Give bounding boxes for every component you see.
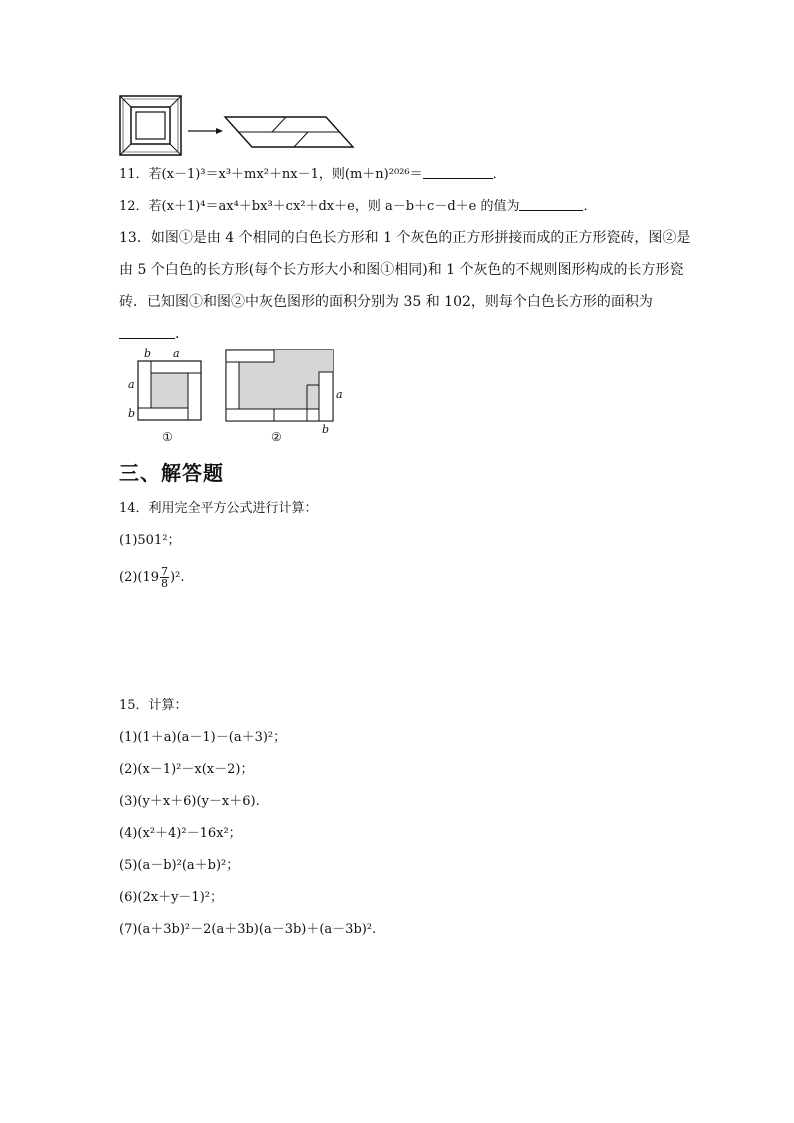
question-12-text: 若(x＋1)⁴＝ax⁴＋bx³＋cx²＋dx＋e，则 a－b＋c－d＋e 的值为 xyxy=(148,199,520,214)
question-13-line-3: 砖．已知图①和图②中灰色图形的面积分别为 35 和 102，则每个白色长方形的面积为 xyxy=(119,294,653,310)
question-14-title: 14．利用完全平方公式进行计算： xyxy=(119,501,318,516)
question-12-end: ． xyxy=(583,199,597,214)
answer-blank[interactable] xyxy=(519,198,583,211)
question-15-item: (6)(2x＋y－1)²； xyxy=(119,890,223,905)
figure-1-caption: ① xyxy=(162,430,173,444)
question-13-line-4 xyxy=(119,326,189,342)
figure-1-label-b-left: b xyxy=(128,407,136,420)
question-12 xyxy=(119,198,596,215)
question-12-number: 12． xyxy=(119,199,149,214)
question-11-text: 若(x－1)³＝x³＋mx²＋nx－1，则(m＋n)²⁰²⁶＝ xyxy=(148,167,423,182)
question-11-number: 11． xyxy=(119,167,149,182)
parallelogram-figure xyxy=(224,116,354,148)
fraction-numerator: 7 xyxy=(161,565,169,578)
figure-2-caption: ② xyxy=(271,430,282,444)
question-15-item: (4)(x²＋4)²－16x²； xyxy=(119,826,242,841)
question-11-end: ． xyxy=(492,167,506,182)
answer-blank[interactable] xyxy=(423,166,493,179)
figure-1-label-a-left: a xyxy=(128,378,135,391)
question-15-item: (1)(1＋a)(a－1)－(a＋3)²； xyxy=(119,730,287,745)
figure-1-square-tile xyxy=(138,361,202,421)
figure-2-label-a-right: a xyxy=(336,388,343,401)
fraction-denominator: 8 xyxy=(161,577,169,590)
question-13-line-1: 13．如图①是由 4 个相同的白色长方形和 1 个灰色的正方形拼接而成的正方形瓷砖，图②是 xyxy=(119,230,691,246)
square-frame-figure xyxy=(119,95,183,157)
fraction xyxy=(160,566,169,589)
figure-2-label-b-bottom: b xyxy=(322,423,330,436)
question-13-end: ． xyxy=(175,326,189,342)
question-14-part-1: (1)501²； xyxy=(119,533,181,548)
question-15-title: 15．计算： xyxy=(119,698,188,713)
question-13-line-2: 由 5 个白色的长方形(每个长方形大小和图①相同)和 1 个灰色的不规则图形构成的长方形瓷 xyxy=(119,262,684,278)
question-15-item: (5)(a－b)²(a＋b)²； xyxy=(119,858,240,873)
question-11 xyxy=(119,166,506,183)
figure-2-rectangular-tile xyxy=(226,350,334,422)
section-title: 三、解答题 xyxy=(119,461,224,485)
question-15-item: (7)(a＋3b)²－2(a＋3b)(a－3b)＋(a－3b)². xyxy=(119,922,377,937)
arrow-icon xyxy=(188,127,224,135)
figure-1-label-a-top: a xyxy=(173,347,180,360)
answer-blank[interactable] xyxy=(119,326,175,339)
figure-1-label-b-top: b xyxy=(144,347,152,360)
question-14-part-2 xyxy=(119,566,184,589)
question-14-part-2-prefix: (2)(19 xyxy=(119,570,160,585)
question-15-item: (3)(y＋x＋6)(y－x＋6). xyxy=(119,794,260,809)
question-14-part-2-suffix: )². xyxy=(170,570,185,585)
question-15-item: (2)(x－1)²－x(x－2)； xyxy=(119,762,254,777)
